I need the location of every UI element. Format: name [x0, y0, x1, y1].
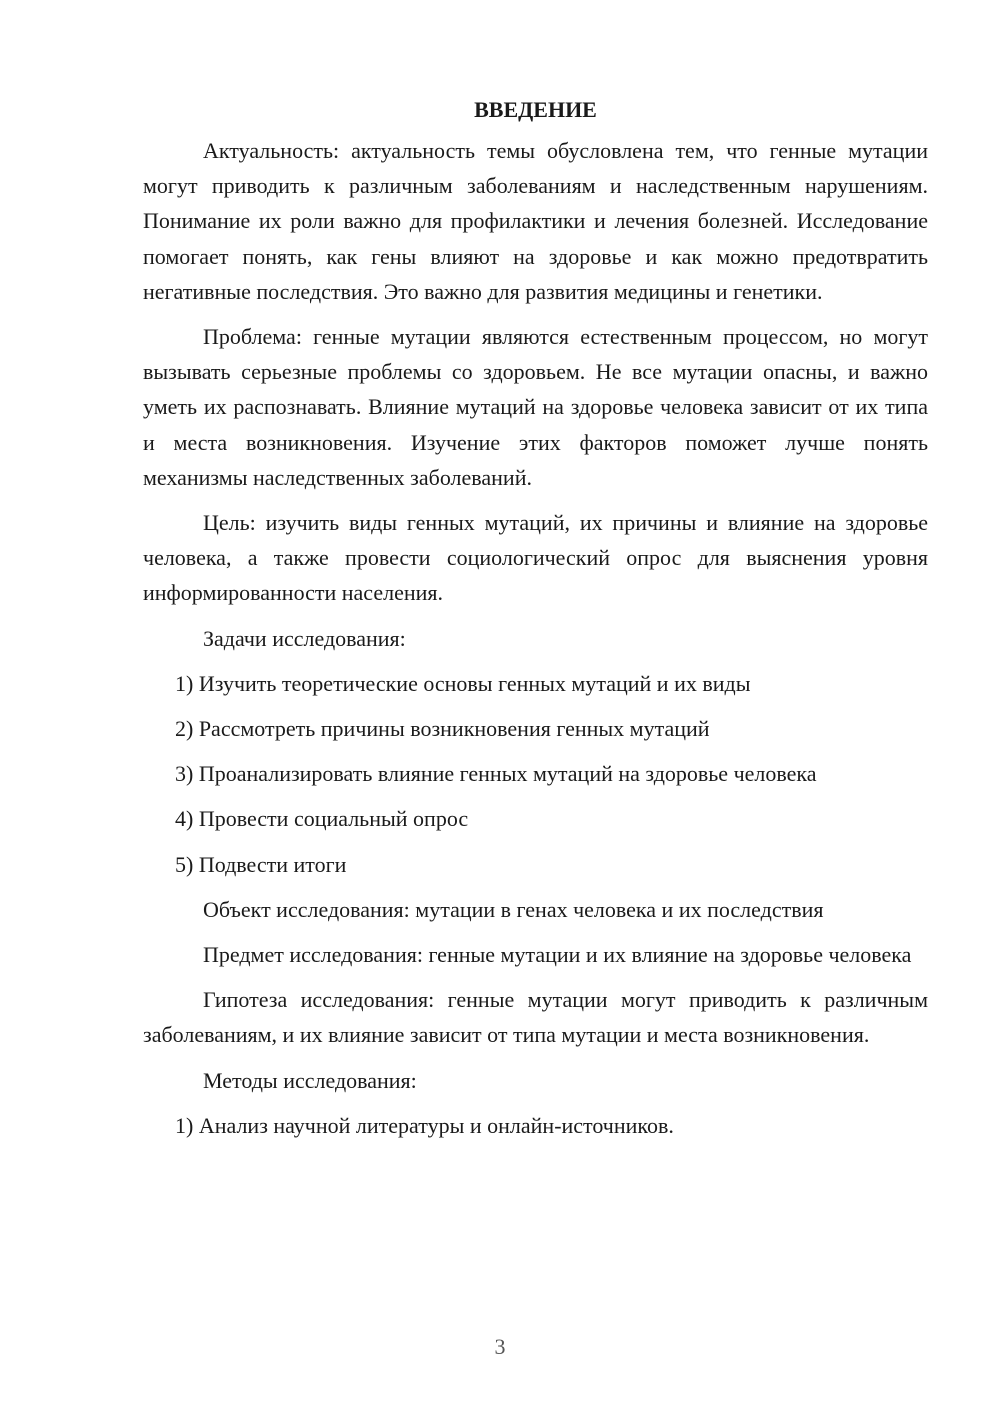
task-item: 5) Подвести итоги	[175, 851, 347, 877]
relevance-paragraph: Актуальность: актуальность темы обусловлена тем, что генные мутации могут приводить к различным заболеваниям и наследственным нарушениям. Понимание их роли важно для профилактики и лечения болезней. Исследование помогает понять, как гены влияют на здоровье и как можно предотвратить негативные последствия. Это важно для развития медицины и генетики.	[143, 138, 928, 304]
subject-paragraph: Предмет исследования: генные мутации и их влияние на здоровье человека	[203, 942, 912, 968]
task-item: 2) Рассмотреть причины возникновения генных мутаций	[175, 716, 710, 742]
object-line: Объект исследования: мутации в генах человека и их последствия	[203, 896, 824, 922]
task-item: 1) Изучить теоретические основы генных мутаций и их виды	[175, 670, 751, 696]
methods-heading: Методы исследования:	[203, 1067, 417, 1093]
task-item: 3) Проанализировать влияние генных мутаций на здоровье человека	[175, 761, 817, 787]
task-item: 4) Провести социальный опрос	[175, 806, 469, 832]
page-title: ВВЕДЕНИЕ	[474, 97, 597, 122]
problem-paragraph: Проблема: генные мутации являются естественным процессом, но могут вызывать серьезные проблемы со здоровьем. Не все мутации опасны, и важно уметь их распознавать. Влияние мутаций на здоровье человека зависит от их типа и места возникновения. Изучение этих факторов поможет лучше понять механизмы наследственных заболеваний.	[143, 324, 928, 490]
goal-paragraph: Цель: изучить виды генных мутаций, их причины и влияние на здоровье человека, а также провести социологический опрос для выяснения уровня информированности населения.	[143, 510, 928, 606]
method-item: 1) Анализ научной литературы и онлайн-источников.	[175, 1112, 674, 1138]
tasks-heading: Задачи исследования:	[203, 625, 406, 651]
page-number: 3	[494, 1334, 506, 1359]
page-content	[143, 92, 928, 1153]
hypothesis-paragraph: Гипотеза исследования: генные мутации могут приводить к различным заболеваниям, и их влияние зависит от типа мутации и места возникновения.	[143, 987, 928, 1048]
